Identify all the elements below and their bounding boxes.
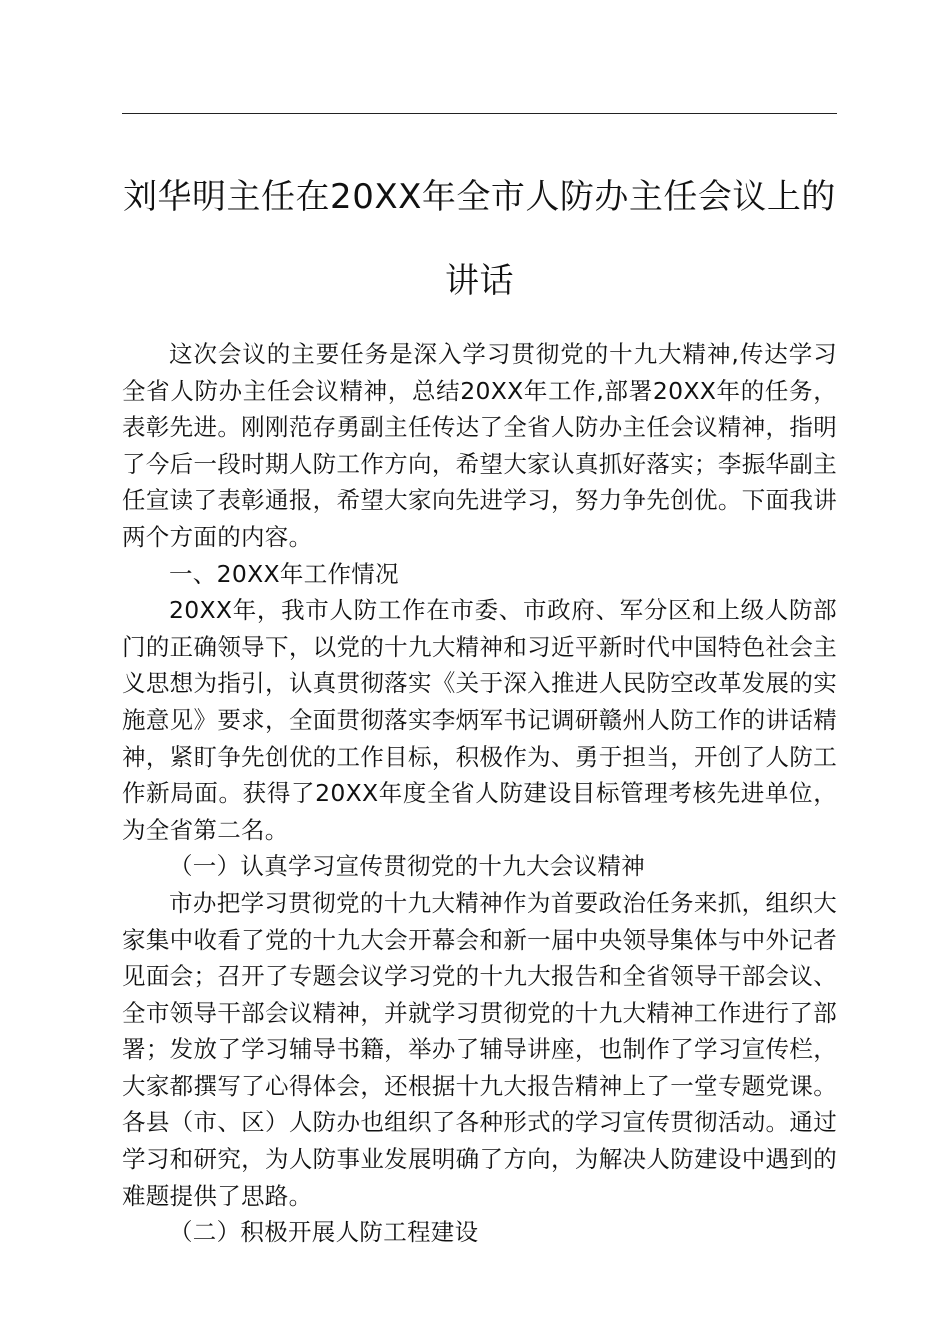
paragraph-study: 市办把学习贯彻党的十九大精神作为首要政治任务来抓，组织大家集中收看了党的十九大会开幕会和新一届中央领导集体与中外记者见面会；召开了专题会议学习党的十九大报告和全省领导干部会议、全市领导干部会议精神，并就学习贯彻党的十九大精神工作进行了部署；发放了学习辅导书籍，举办了辅导讲座，也制作了学习宣传栏，大家都撰写了心得体会，还根据十九大报告精神上了一堂专题党课。各县（市、区）人防办也组织了各种形式的学习宣传贯彻活动。通过学习和研究，为人防事业发展明确了方向，为解决人防建设中遇到的难题提供了思路。	[122, 888, 837, 1210]
subsection-heading-1: （一）认真学习宣传贯彻党的十九大会议精神	[169, 852, 645, 881]
document-title: 刘华明主任在20XX年全市人防办主任会议上的讲话	[123, 177, 836, 301]
header-rule	[122, 113, 837, 114]
subsection-heading-2: （二）积极开展人防工程建设	[169, 1218, 479, 1247]
paragraph-overview: 20XX年，我市人防工作在市委、市政府、军分区和上级人防部门的正确领导下，以党的十九大精神和习近平新时代中国特色社会主义思想为指引，认真贯彻落实《关于深入推进人民防空改革发展的实施意见》要求，全面贯彻落实李炳军书记调研赣州人防工作的讲话精神，紧盯争先创优的工作目标，积极作为、勇于担当，开创了人防工作新局面。获得了20XX年度全省人防建设目标管理考核先进单位，为全省第二名。	[122, 596, 837, 844]
document-body	[122, 336, 837, 1251]
paragraph-intro: 这次会议的主要任务是深入学习贯彻党的十九大精神,传达学习全省人防办主任会议精神，总结20XX年工作,部署20XX年的任务，表彰先进。刚刚范存勇副主任传达了全省人防办主任会议精神，指明了今后一段时期人防工作方向，希望大家认真抓好落实；李振华副主任宣读了表彰通报，希望大家向先进学习，努力争先创优。下面我讲两个方面的内容。	[122, 340, 837, 551]
section-heading-1: 一、20XX年工作情况	[169, 559, 399, 588]
